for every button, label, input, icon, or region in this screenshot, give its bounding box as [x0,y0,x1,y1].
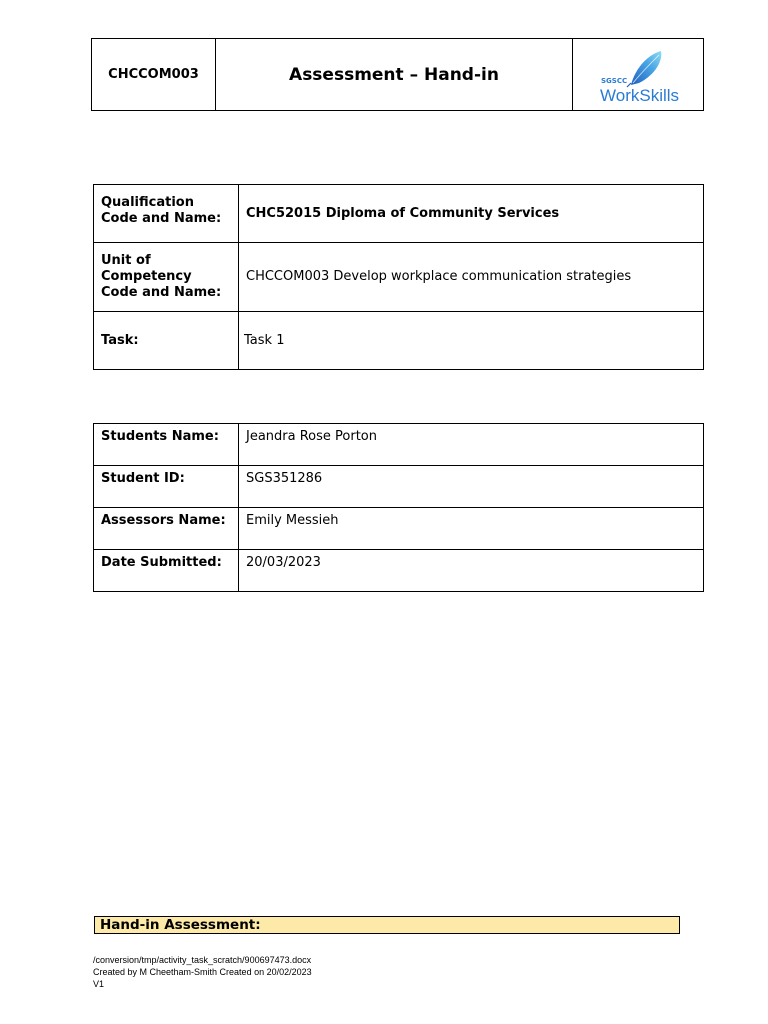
qualification-value: CHC52015 Diploma of Community Services [239,185,704,243]
table-row [94,508,704,550]
footer-created: Created by M Cheetham-Smith Created on 20/02/2023 [93,967,312,977]
footer-path: /conversion/tmp/activity_task_scratch/900697473.docx [93,955,312,965]
assessor-name-value: Emily Messieh [239,508,704,550]
feather-logo-icon [573,39,703,110]
student-table [93,423,704,592]
table-row [94,550,704,592]
qualification-label: Qualification Code and Name: [94,185,239,243]
workskills-logo [573,39,703,110]
handin-assessment-heading: Hand-in Assessment: [94,916,680,934]
unit-label: Unit of Competency Code and Name: [94,243,239,312]
logo-brand-text: WorkSkills [600,86,680,105]
footer-version: V1 [93,979,105,989]
table-row [94,185,704,243]
logo-small-text: SGSCC [601,77,628,85]
page-title: Assessment – Hand-in [289,64,499,85]
document-footer [93,954,312,990]
qualification-table [93,184,704,370]
header-table [91,38,704,111]
logo-cell [573,39,704,111]
unit-code-cell [92,39,216,111]
date-submitted-label: Date Submitted: [94,550,239,592]
task-label: Task: [94,312,239,370]
student-id-label: Student ID: [94,466,239,508]
assessor-name-label: Assessors Name: [94,508,239,550]
date-submitted-value: 20/03/2023 [239,550,704,592]
title-cell [216,39,573,111]
unit-code: CHCCOM003 [108,67,199,82]
table-row [94,424,704,466]
table-row [94,466,704,508]
student-id-value: SGS351286 [239,466,704,508]
student-name-label: Students Name: [94,424,239,466]
unit-value: CHCCOM003 Develop workplace communication strategies [239,243,704,312]
table-row [94,312,704,370]
student-name-value: Jeandra Rose Porton [239,424,704,466]
table-row [94,243,704,312]
task-value: Task 1 [239,312,704,370]
